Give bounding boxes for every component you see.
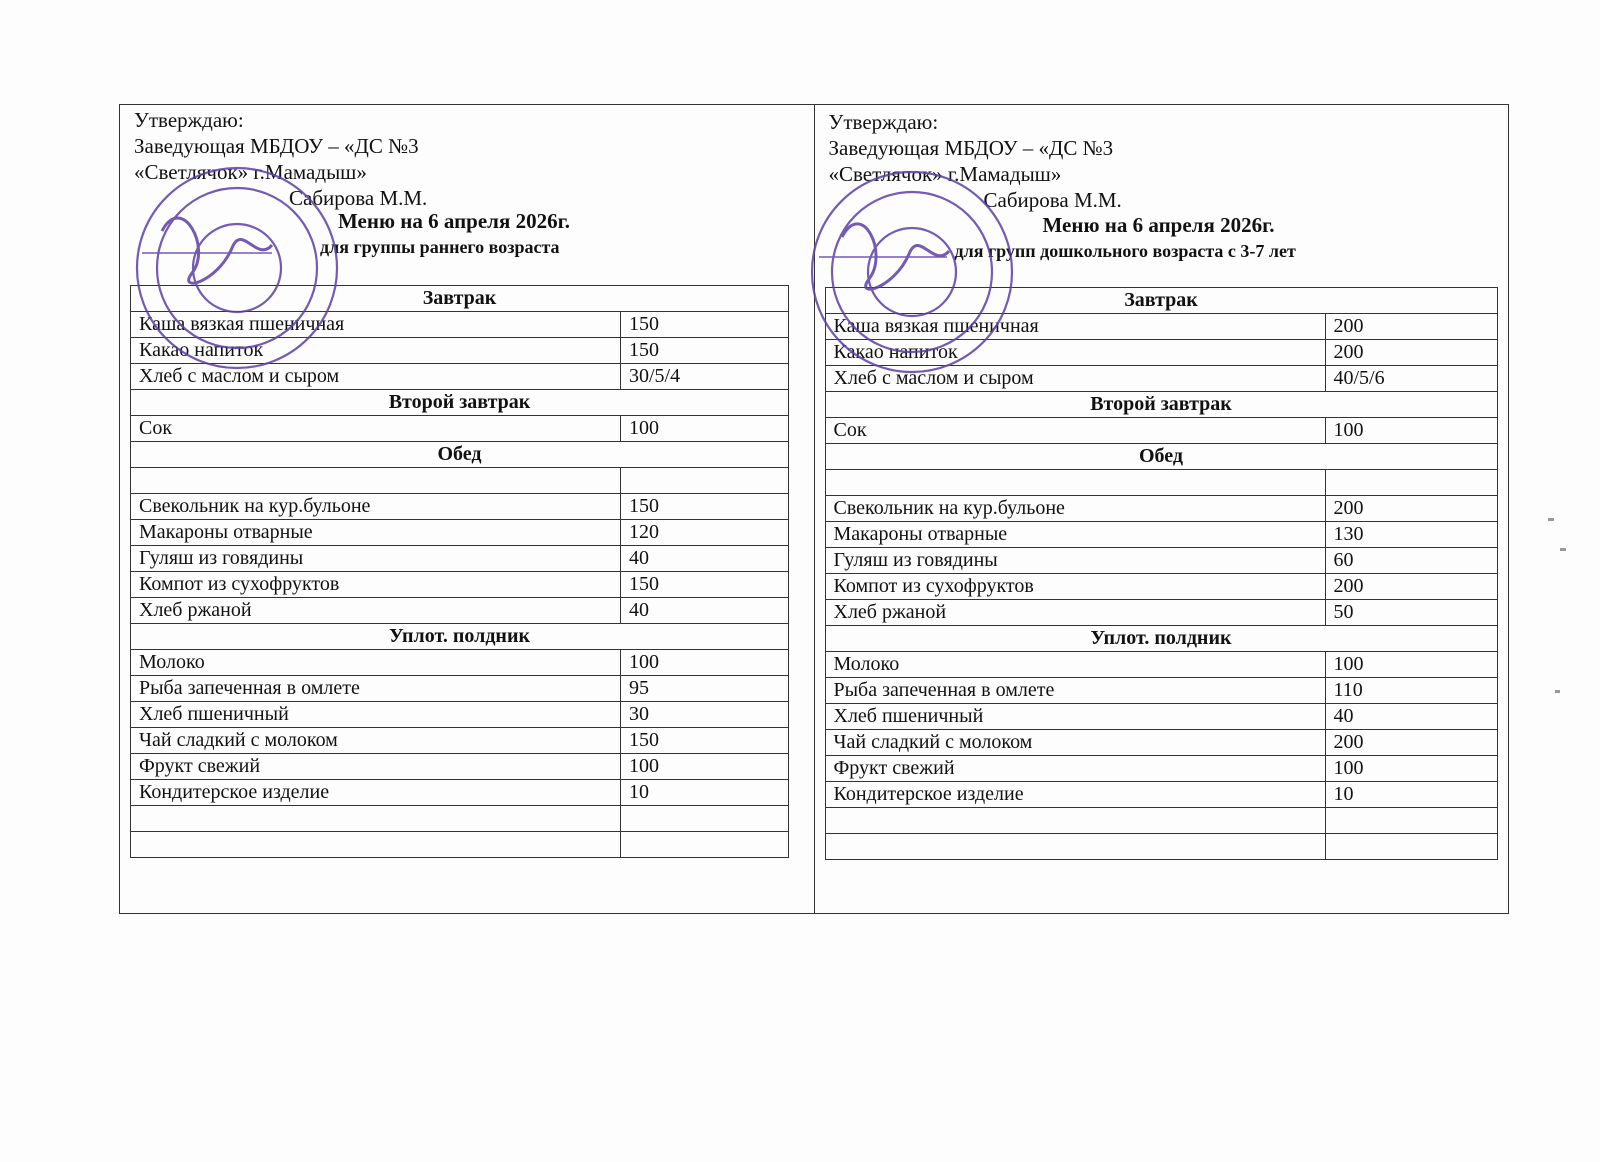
dish-name: Каша вязкая пшеничная <box>825 314 1325 340</box>
portion-weight: 120 <box>621 520 789 546</box>
dish-row <box>825 730 1497 756</box>
dish-row <box>131 338 789 364</box>
dish-row <box>825 470 1497 496</box>
approval-block <box>829 109 1122 213</box>
dish-row <box>131 494 789 520</box>
dish-row <box>825 574 1497 600</box>
dish-row <box>131 780 789 806</box>
dish-row <box>131 728 789 754</box>
section-heading: Завтрак <box>825 288 1497 314</box>
portion-weight: 40 <box>1325 704 1497 730</box>
portion-weight: 100 <box>1325 418 1497 444</box>
organization-name: «Светлячок» г.Мамадыш» <box>134 160 367 184</box>
dish-name: Кондитерское изделие <box>825 782 1325 808</box>
dish-name: Макароны отварные <box>131 520 621 546</box>
dish-name: Хлеб пшеничный <box>825 704 1325 730</box>
section-row <box>825 626 1497 652</box>
portion-weight: 200 <box>1325 496 1497 522</box>
dish-name <box>131 832 621 858</box>
dish-name: Чай сладкий с молоком <box>825 730 1325 756</box>
dish-name: Макароны отварные <box>825 522 1325 548</box>
dish-row <box>825 600 1497 626</box>
portion-weight: 150 <box>621 312 789 338</box>
dish-row <box>131 416 789 442</box>
dish-name: Кондитерское изделие <box>131 780 621 806</box>
dish-row <box>131 312 789 338</box>
dish-name: Фрукт свежий <box>131 754 621 780</box>
dish-row <box>825 782 1497 808</box>
dish-row <box>131 572 789 598</box>
portion-weight: 150 <box>621 572 789 598</box>
menu-subtitle: для групп дошкольного возраста с 3-7 лет <box>954 241 1296 261</box>
dish-name: Свекольник на кур.бульоне <box>131 494 621 520</box>
scan-artifact <box>1555 690 1560 693</box>
approval-block <box>134 107 427 211</box>
dish-row <box>825 808 1497 834</box>
dish-row <box>131 676 789 702</box>
portion-weight <box>621 468 789 494</box>
portion-weight: 150 <box>621 338 789 364</box>
dish-row <box>131 598 789 624</box>
portion-weight <box>621 806 789 832</box>
portion-weight <box>621 832 789 858</box>
approver-position: Заведующая МБДОУ – «ДС №3 <box>828 136 1114 160</box>
section-row <box>131 624 789 650</box>
portion-weight: 100 <box>621 416 789 442</box>
portion-weight: 10 <box>1325 782 1497 808</box>
dish-row <box>825 366 1497 392</box>
portion-weight: 110 <box>1325 678 1497 704</box>
portion-weight <box>1325 808 1497 834</box>
dish-row <box>825 496 1497 522</box>
portion-weight: 95 <box>621 676 789 702</box>
section-row <box>825 288 1497 314</box>
portion-weight: 100 <box>1325 756 1497 782</box>
scan-artifact <box>1548 518 1554 521</box>
section-row <box>825 392 1497 418</box>
approver-position: Заведующая МБДОУ – «ДС №3 <box>134 134 419 158</box>
dish-row <box>825 652 1497 678</box>
portion-weight: 30 <box>621 702 789 728</box>
dish-name: Молоко <box>825 652 1325 678</box>
dish-name <box>825 808 1325 834</box>
menu-table <box>825 287 1498 860</box>
dish-row <box>131 806 789 832</box>
portion-weight: 100 <box>621 650 789 676</box>
dish-name: Каша вязкая пшеничная <box>131 312 621 338</box>
dish-name: Хлеб с маслом и сыром <box>825 366 1325 392</box>
dish-name: Хлеб с маслом и сыром <box>131 364 621 390</box>
dish-name: Фрукт свежий <box>825 756 1325 782</box>
dish-row <box>131 520 789 546</box>
dish-name: Хлеб ржаной <box>825 600 1325 626</box>
portion-weight: 60 <box>1325 548 1497 574</box>
section-heading: Второй завтрак <box>131 390 789 416</box>
dish-row <box>825 340 1497 366</box>
dish-row <box>131 546 789 572</box>
portion-weight: 200 <box>1325 340 1497 366</box>
dish-row <box>825 314 1497 340</box>
menu-title: Меню на 6 апреля 2026г. <box>1042 213 1275 237</box>
dish-name: Свекольник на кур.бульоне <box>825 496 1325 522</box>
dish-name <box>131 806 621 832</box>
dish-row <box>131 832 789 858</box>
portion-weight: 150 <box>621 728 789 754</box>
dish-name: Рыба запеченная в омлете <box>131 676 621 702</box>
portion-weight: 100 <box>621 754 789 780</box>
portion-weight: 10 <box>621 780 789 806</box>
dish-row <box>131 702 789 728</box>
dish-row <box>825 834 1497 860</box>
dish-name <box>131 468 621 494</box>
signer-name: Сабирова М.М. <box>983 188 1122 212</box>
section-row <box>131 442 789 468</box>
section-row <box>131 286 789 312</box>
dish-row <box>131 468 789 494</box>
approve-label: Утверждаю: <box>134 108 244 132</box>
signer-name: Сабирова М.М. <box>289 186 428 210</box>
dish-name: Компот из сухофруктов <box>825 574 1325 600</box>
right-menu-panel <box>815 105 1509 913</box>
dish-name: Чай сладкий с молоком <box>131 728 621 754</box>
dish-name <box>825 834 1325 860</box>
section-row <box>131 390 789 416</box>
dish-name: Молоко <box>131 650 621 676</box>
portion-weight <box>1325 834 1497 860</box>
section-heading: Второй завтрак <box>825 392 1497 418</box>
menu-table <box>130 285 789 858</box>
menu-sheet <box>119 104 1509 914</box>
section-heading: Уплот. полдник <box>825 626 1497 652</box>
portion-weight: 50 <box>1325 600 1497 626</box>
section-heading: Завтрак <box>131 286 789 312</box>
dish-name: Какао напиток <box>825 340 1325 366</box>
organization-name: «Светлячок» г.Мамадыш» <box>828 162 1062 186</box>
dish-name: Сок <box>131 416 621 442</box>
dish-name: Какао напиток <box>131 338 621 364</box>
dish-name: Рыба запеченная в омлете <box>825 678 1325 704</box>
dish-row <box>131 754 789 780</box>
dish-row <box>825 418 1497 444</box>
portion-weight: 200 <box>1325 730 1497 756</box>
portion-weight: 40/5/6 <box>1325 366 1497 392</box>
scan-artifact <box>1560 548 1566 551</box>
dish-name: Компот из сухофруктов <box>131 572 621 598</box>
menu-title: Меню на 6 апреля 2026г. <box>338 209 570 233</box>
portion-weight <box>1325 470 1497 496</box>
portion-weight: 150 <box>621 494 789 520</box>
portion-weight: 40 <box>621 546 789 572</box>
portion-weight: 200 <box>1325 574 1497 600</box>
portion-weight: 30/5/4 <box>621 364 789 390</box>
section-heading: Уплот. полдник <box>131 624 789 650</box>
portion-weight: 40 <box>621 598 789 624</box>
dish-row <box>825 756 1497 782</box>
approve-label: Утверждаю: <box>828 110 939 134</box>
dish-row <box>131 364 789 390</box>
portion-weight: 130 <box>1325 522 1497 548</box>
section-row <box>825 444 1497 470</box>
section-heading: Обед <box>131 442 789 468</box>
dish-name: Гуляш из говядины <box>131 546 621 572</box>
left-menu-panel <box>120 105 815 913</box>
menu-subtitle: для группы раннего возраста <box>320 237 560 257</box>
portion-weight: 100 <box>1325 652 1497 678</box>
dish-row <box>825 704 1497 730</box>
dish-row <box>825 678 1497 704</box>
portion-weight: 200 <box>1325 314 1497 340</box>
dish-name: Гуляш из говядины <box>825 548 1325 574</box>
section-heading: Обед <box>825 444 1497 470</box>
dish-name: Хлеб пшеничный <box>131 702 621 728</box>
dish-name: Хлеб ржаной <box>131 598 621 624</box>
dish-row <box>131 650 789 676</box>
dish-row <box>825 548 1497 574</box>
dish-name: Сок <box>825 418 1325 444</box>
dish-name <box>825 470 1325 496</box>
dish-row <box>825 522 1497 548</box>
